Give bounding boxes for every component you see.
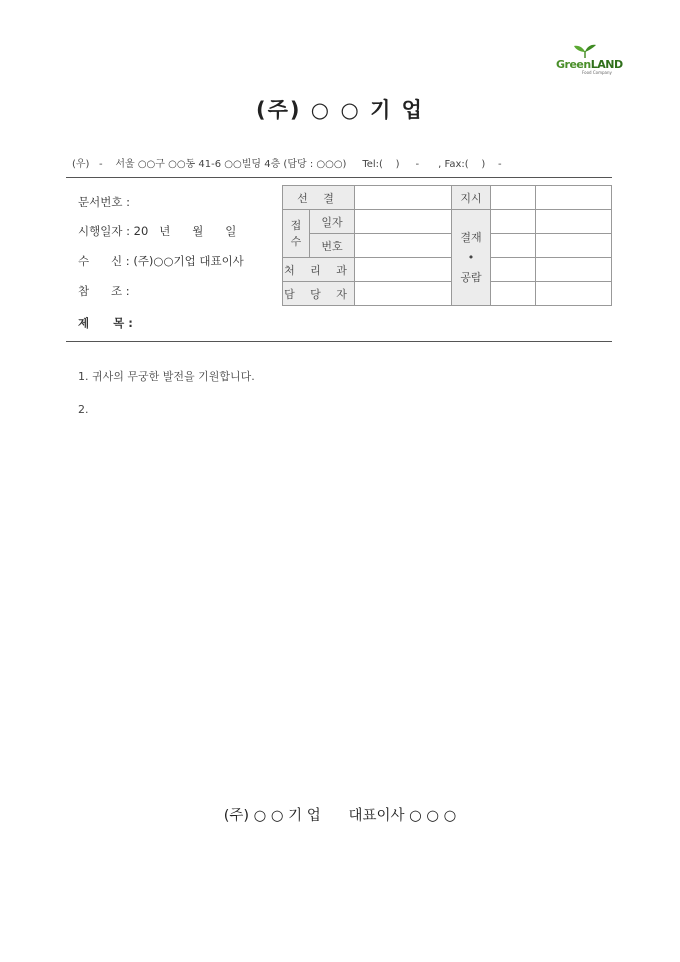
sprout-icon <box>573 44 597 58</box>
gongram-cell-2 <box>536 258 612 282</box>
beonho-cell <box>355 234 452 258</box>
jisi-cell-1 <box>491 186 536 210</box>
subject-field: 제 목 : <box>78 316 133 330</box>
gongram-cell-1 <box>491 258 536 282</box>
content-divider <box>66 341 612 342</box>
body-paragraph-2: 2. <box>78 403 89 416</box>
cheorigwa-label: 처 리 과 <box>283 258 355 282</box>
bullet-text: • <box>467 250 475 264</box>
gongram-cell-4 <box>536 282 612 306</box>
damdangja-label: 담 당 자 <box>283 282 355 306</box>
logo-wordmark: GreenLAND <box>556 58 623 71</box>
gyeoljae-cell-2 <box>536 210 612 234</box>
header-divider <box>66 177 612 178</box>
jisi-cell-2 <box>536 186 612 210</box>
ilja-cell <box>355 210 452 234</box>
logo-tagline: Food Company <box>582 70 612 75</box>
address-line: (우) - 서울 ○○구 ○○동 41-6 ○○빌딩 4층 (담당 : ○○○) Tel:( ) - , Fax:( ) - <box>72 159 502 170</box>
gongram-text: 공람 <box>460 270 482 284</box>
reference-field: 참 조 : <box>78 284 130 298</box>
seongyeol-cell <box>355 186 452 210</box>
document-title: (주) ○ ○ 기 업 <box>256 98 424 122</box>
gyeoljae-text: 결재 <box>460 230 482 244</box>
jeopsu-label: 접 수 <box>283 210 310 258</box>
gyeoljae-cell-4 <box>536 234 612 258</box>
gyeoljae-cell-3 <box>491 234 536 258</box>
jisi-label: 지시 <box>452 186 491 210</box>
damdangja-cell <box>355 282 452 306</box>
seongyeol-label: 선 결 <box>283 186 355 210</box>
approval-table <box>282 185 612 306</box>
signature-line: (주) ○ ○ 기 업 대표이사 ○ ○ ○ <box>223 808 457 824</box>
gyeoljae-cell-1 <box>491 210 536 234</box>
recipient-field: 수 신 : (주)○○기업 대표이사 <box>78 254 244 268</box>
beonho-label: 번호 <box>310 234 355 258</box>
ilja-label: 일자 <box>310 210 355 234</box>
cheorigwa-cell <box>355 258 452 282</box>
date-field: 시행일자 : 20 년 월 일 <box>78 224 237 238</box>
doc-number-field: 문서번호 : <box>78 195 130 209</box>
gongram-cell-3 <box>491 282 536 306</box>
gyeoljae-gongram-label <box>452 210 491 306</box>
body-paragraph-1: 1. 귀사의 무궁한 발전을 기원합니다. <box>78 370 255 383</box>
company-logo <box>552 44 623 76</box>
